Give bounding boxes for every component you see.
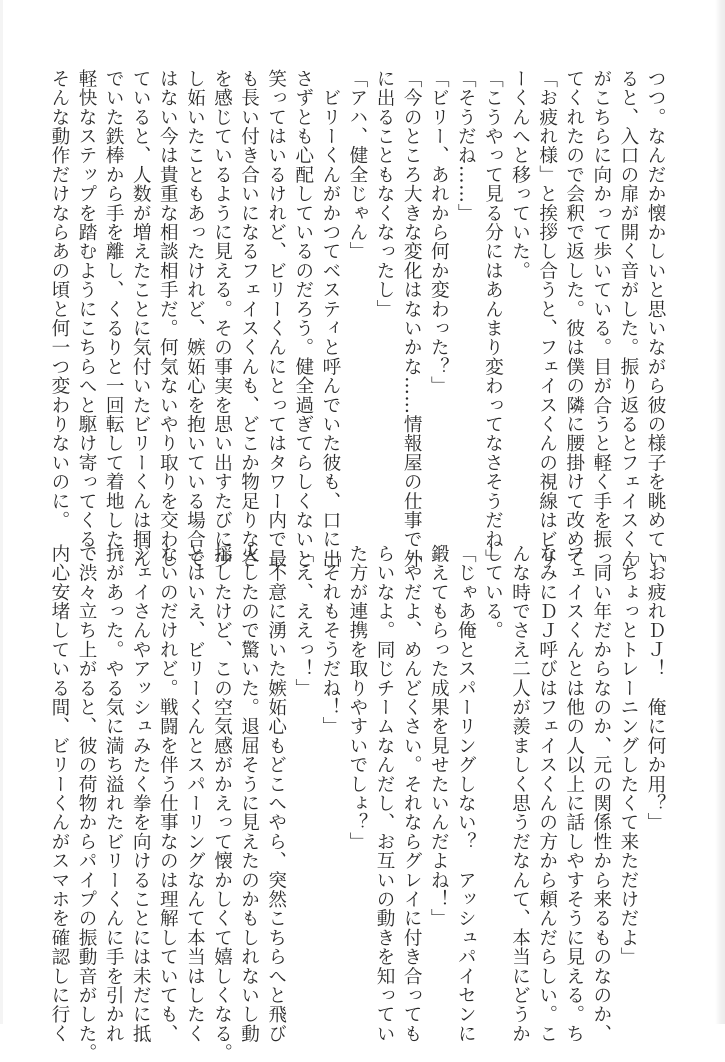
text-line: ジェイさんやアッシュみたく拳を向けることには未だに抵 (130, 544, 152, 1044)
text-line: ーくんへと移っていた。 (509, 69, 531, 281)
text-line: さずとも心配しているのだろう。健全過ぎてらしくないと (292, 69, 314, 569)
text-line: ビリーくんがかつてベスティと呼んでいた彼も、口に出 (319, 69, 341, 569)
text-line: はない今は貴重な相談相手だ。何気ないやり取りを交わし (157, 69, 179, 569)
text-line: 「お疲れ様」と挨拶し合うと、フェイスくんの視線はビリ (536, 69, 558, 569)
text-line: た方が連携を取りやすいでしょ？」 (346, 544, 368, 852)
text-line: 笑ってはいるけれど、ビリーくんにとってはタワー内で最 (265, 69, 287, 569)
text-line: 「今のところ大きな変化はないかな……情報屋の仕事で外 (401, 69, 423, 569)
text-line: 鍛えてもらった成果を見せたいんだよね！」 (428, 544, 450, 928)
text-line: 「そうだね……」 (455, 69, 477, 223)
text-line: 「ちょっとトレーニングしたくて来ただけだよ」 (617, 544, 639, 967)
text-line: 「じゃあ俺とスパーリングしない？ アッシュパイセンに (455, 544, 477, 1044)
text-block-bottom (48, 544, 669, 1062)
text-line: つつ。なんだか懐かしいと思いながら彼の様子を眺めてい (645, 69, 666, 569)
text-line: 揺したけど、この空気感がかえって懐かしくて嬉しくなる。 (211, 544, 233, 1062)
text-line: そんな動作だけならあの頃と何一つ変わりないのに。 (48, 69, 70, 530)
text-block-top (48, 69, 669, 569)
text-line: 抗があった。やる気に満ち溢れたビリーくんに手を引かれ (103, 544, 125, 1044)
text-line: なみにＤＪ呼びはフェイスくんの方から頼んだらしい。こ (536, 544, 558, 1044)
text-line: も長い付き合いになるフェイスくんも、どこか物足りなさ (238, 69, 260, 569)
text-line: 「やだよ、めんどくさい。それならグレイに付き合っても (401, 544, 423, 1044)
text-line: 同い年だからなのか、元の関係性から来るものなのか、 (590, 544, 612, 1044)
text-line: んな時でさえ二人が羨ましく思うだなんて、本当にどうか (509, 544, 531, 1044)
text-line: 内心安堵している間、ビリーくんがスマホを確認しに行く (48, 544, 70, 1044)
text-line: 「アハ、健全じゃん」 (346, 69, 368, 261)
text-line: 「それもそうだね！」 (319, 544, 341, 736)
text-line: 火したので驚いた。退屈そうに見えたのかもしれないし動 (238, 544, 260, 1044)
text-line: ると、入口の扉が開く音がした。振り返るとフェイスくん (617, 69, 639, 569)
text-line: 軽快なステップを踏むようにこちらへと駆け寄ってくる、 (76, 69, 98, 569)
page-left-edge (0, 0, 3, 1024)
text-line: に出ることもなくなったし」 (374, 69, 396, 319)
text-line: 「え、ええっ！」 (292, 544, 314, 698)
text-line: てくれたので会釈で返した。彼は僕の隣に腰掛けて改めて (563, 69, 585, 569)
text-line: ていると、人数が増えたことに気付いたビリーくんは掴ん (130, 69, 152, 569)
text-line: 「こうやって見る分にはあんまり変わってなさそうだね」 (482, 69, 504, 569)
text-line: でいた鉄棒から手を離し、くるりと一回転して着地した。 (103, 69, 125, 569)
text-line: フェイスくんとは他の人以上に話しやすそうに見える。ち (563, 544, 585, 1044)
text-line: て渋々立ち上がると、彼の荷物からパイプの振動音がした。 (76, 544, 98, 1062)
text-line: ないのだけれど。戦闘を伴う仕事なのは理解していても、 (157, 544, 179, 1044)
text-line: 不意に湧いた嫉妬心もどこへやら、突然こちらへと飛び (265, 544, 287, 1044)
text-line: 「ビリー、あれから何か変わった？」 (428, 69, 450, 396)
text-line: を感じているように見える。その事実を思い出すたびに少 (211, 69, 233, 569)
text-line: らいなよ。同じチームなんだし、お互いの動きを知ってい (374, 544, 396, 1044)
text-line: とはいえ、ビリーくんとスパーリングなんて本当はしたく (184, 544, 206, 1044)
page-right-edge-shadow (715, 0, 725, 1024)
text-line: し妬いたこともあったけれど、嫉妬心を抱いている場合で (184, 69, 206, 569)
text-line: がこちらに向かって歩いている。目が合うと軽く手を振っ (590, 69, 612, 569)
text-line: している。 (482, 544, 504, 640)
text-line: 「お疲れＤＪ！ 俺に何か用？」 (645, 544, 666, 832)
